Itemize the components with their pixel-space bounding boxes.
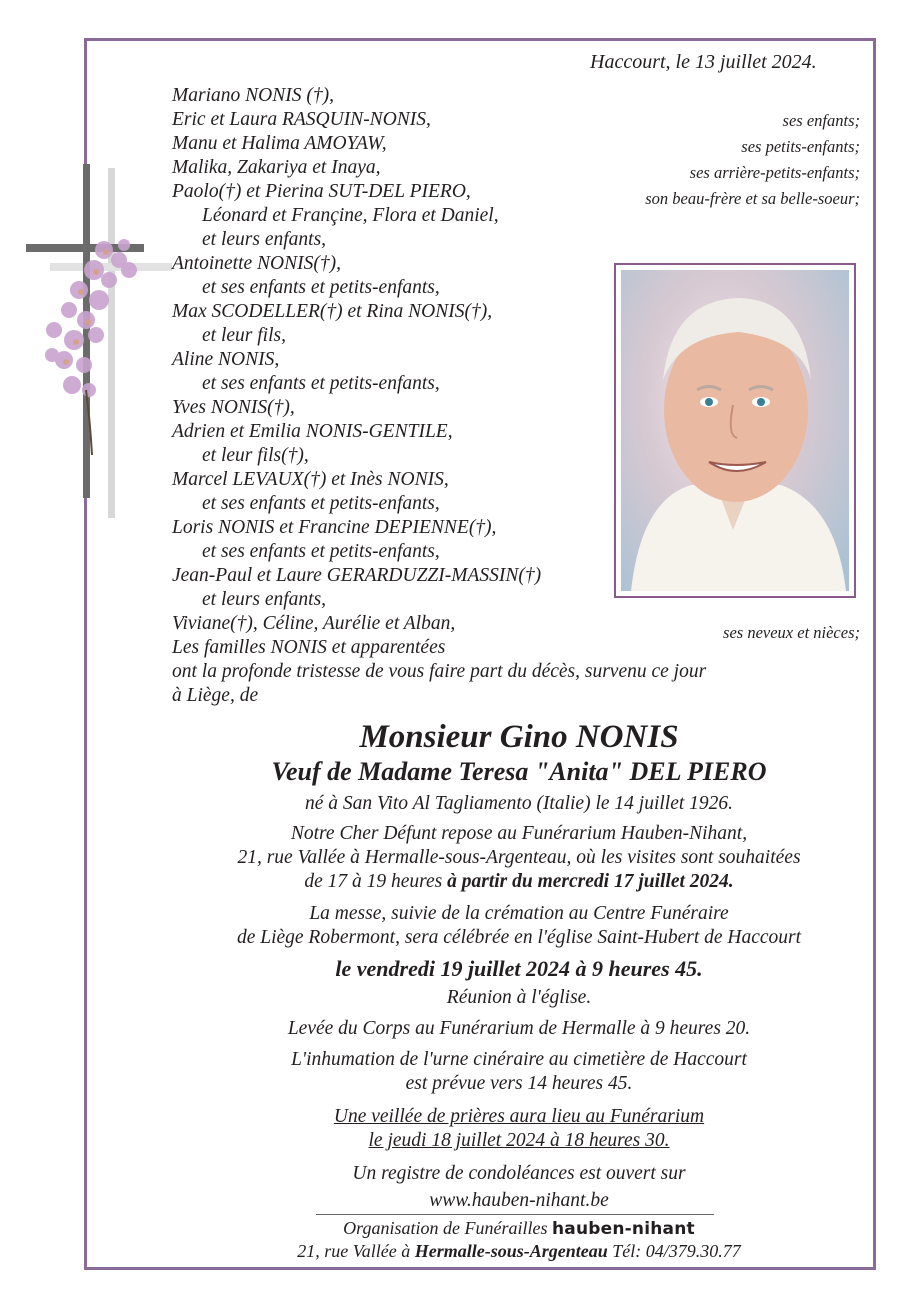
register-url-link[interactable]: www.hauben-nihant.be xyxy=(429,1190,609,1211)
family-line: Viviane(†), Céline, Aurélie et Alban, xyxy=(172,613,456,634)
footer-address xyxy=(86,1241,918,1262)
mass-date: le vendredi 19 juillet 2024 à 9 heures 45. xyxy=(335,956,703,981)
family-line: Max SCODELLER(†) et Rina NONIS(†), xyxy=(172,301,493,322)
family-line: Antoinette NONIS(†), xyxy=(172,253,341,274)
burial-line-2: est prévue vers 14 heures 45. xyxy=(405,1073,633,1094)
footer-phone: Tél: 04/379.30.77 xyxy=(607,1241,741,1261)
family-line: Malika, Zakariya et Inaya, xyxy=(172,157,381,178)
mass-line-2: de Liège Robermont, sera célébrée en l'église Saint-Hubert de Haccourt xyxy=(236,927,802,948)
family-line: ont la profonde tristesse de vous faire part du décès, survenu ce jour xyxy=(172,661,707,682)
portrait-photo xyxy=(614,263,856,598)
vigil-line-1 xyxy=(86,1105,918,1129)
repose-line-1: Notre Cher Défunt repose au Funérarium Hauben-Nihant, xyxy=(290,823,748,844)
family-line: et ses enfants et petits-enfants, xyxy=(202,277,440,298)
family-line: Adrien et Emilia NONIS-GENTILE, xyxy=(172,421,453,442)
vigil-line-2 xyxy=(86,1129,918,1153)
date-line: Haccourt, le 13 juillet 2024. xyxy=(590,51,817,73)
vigil-text-1: Une veillée de prières aura lieu au Funérarium xyxy=(333,1106,705,1127)
widower-of: Veuf de Madame Teresa "Anita" DEL PIERO xyxy=(271,757,767,786)
family-line: et ses enfants et petits-enfants, xyxy=(202,373,440,394)
relation-in-laws: son beau-frère et sa belle-soeur; xyxy=(645,189,860,208)
portrait-image xyxy=(621,270,849,591)
levee-info: Levée du Corps au Funérarium de Hermalle à 9 heures 20. xyxy=(287,1018,751,1039)
footer-divider xyxy=(316,1214,714,1215)
family-line: Loris NONIS et Francine DEPIENNE(†), xyxy=(172,517,497,538)
footer-organization xyxy=(86,1218,918,1239)
family-line: et leurs enfants, xyxy=(202,229,327,250)
family-line: à Liège, de xyxy=(172,685,259,706)
relation-nephews: ses neveux et nièces; xyxy=(723,623,860,642)
footer-org-label: Organisation de Funérailles xyxy=(343,1218,552,1238)
family-line: Paolo(†) et Pierina SUT-DEL PIERO, xyxy=(172,181,471,202)
family-line: et leur fils(†), xyxy=(202,445,309,466)
relation-great-grandchildren: ses arrière-petits-enfants; xyxy=(689,163,860,182)
family-line: Yves NONIS(†), xyxy=(172,397,295,418)
meeting-info: Réunion à l'église. xyxy=(446,987,592,1008)
family-line: Les familles NONIS et apparentées xyxy=(172,637,446,658)
family-line: et leur fils, xyxy=(202,325,286,346)
family-line: et leurs enfants, xyxy=(202,589,327,610)
relation-children: ses enfants; xyxy=(782,111,860,130)
vigil-text-2: le jeudi 18 juillet 2024 à 18 heures 30. xyxy=(368,1130,670,1151)
footer-town: Hermalle-sous-Argenteau xyxy=(414,1241,608,1261)
family-line: et ses enfants et petits-enfants, xyxy=(202,493,440,514)
repose-line-2: 21, rue Vallée à Hermalle-sous-Argenteau, où les visites sont souhaitées xyxy=(237,847,801,868)
footer-street: 21, rue Vallée à xyxy=(297,1241,415,1261)
family-line: Jean-Paul et Laure GERARDUZZI-MASSIN(†) xyxy=(172,565,542,586)
family-line: Aline NONIS, xyxy=(172,349,280,370)
family-line: Manu et Halima AMOYAW, xyxy=(172,133,387,154)
family-line: Léonard et Françine, Flora et Daniel, xyxy=(202,205,499,226)
mass-line-1: La messe, suivie de la crémation au Centre Funéraire xyxy=(309,903,729,924)
visit-hours: de 17 à 19 heures xyxy=(304,871,448,892)
burial-line-1: L'inhumation de l'urne cinéraire au cimetière de Haccourt xyxy=(291,1049,747,1070)
family-line: Mariano NONIS (†), xyxy=(172,85,334,106)
deceased-name: Monsieur Gino NONIS xyxy=(359,719,679,755)
brand-logo: hauben-nihant xyxy=(551,1219,695,1239)
family-line: Marcel LEVAUX(†) et Inès NONIS, xyxy=(172,469,449,490)
birth-info: né à San Vito Al Tagliamento (Italie) le 14 juillet 1926. xyxy=(304,793,734,814)
repose-line-3 xyxy=(86,870,918,894)
family-line: et ses enfants et petits-enfants, xyxy=(202,541,440,562)
cross-with-flowers-icon xyxy=(24,160,174,520)
family-line: Eric et Laura RASQUIN-NONIS, xyxy=(172,109,431,130)
visit-start-date: à partir du mercredi 17 juillet 2024. xyxy=(447,871,734,892)
relation-grandchildren: ses petits-enfants; xyxy=(741,137,860,156)
register-line: Un registre de condoléances est ouvert sur xyxy=(352,1163,686,1184)
